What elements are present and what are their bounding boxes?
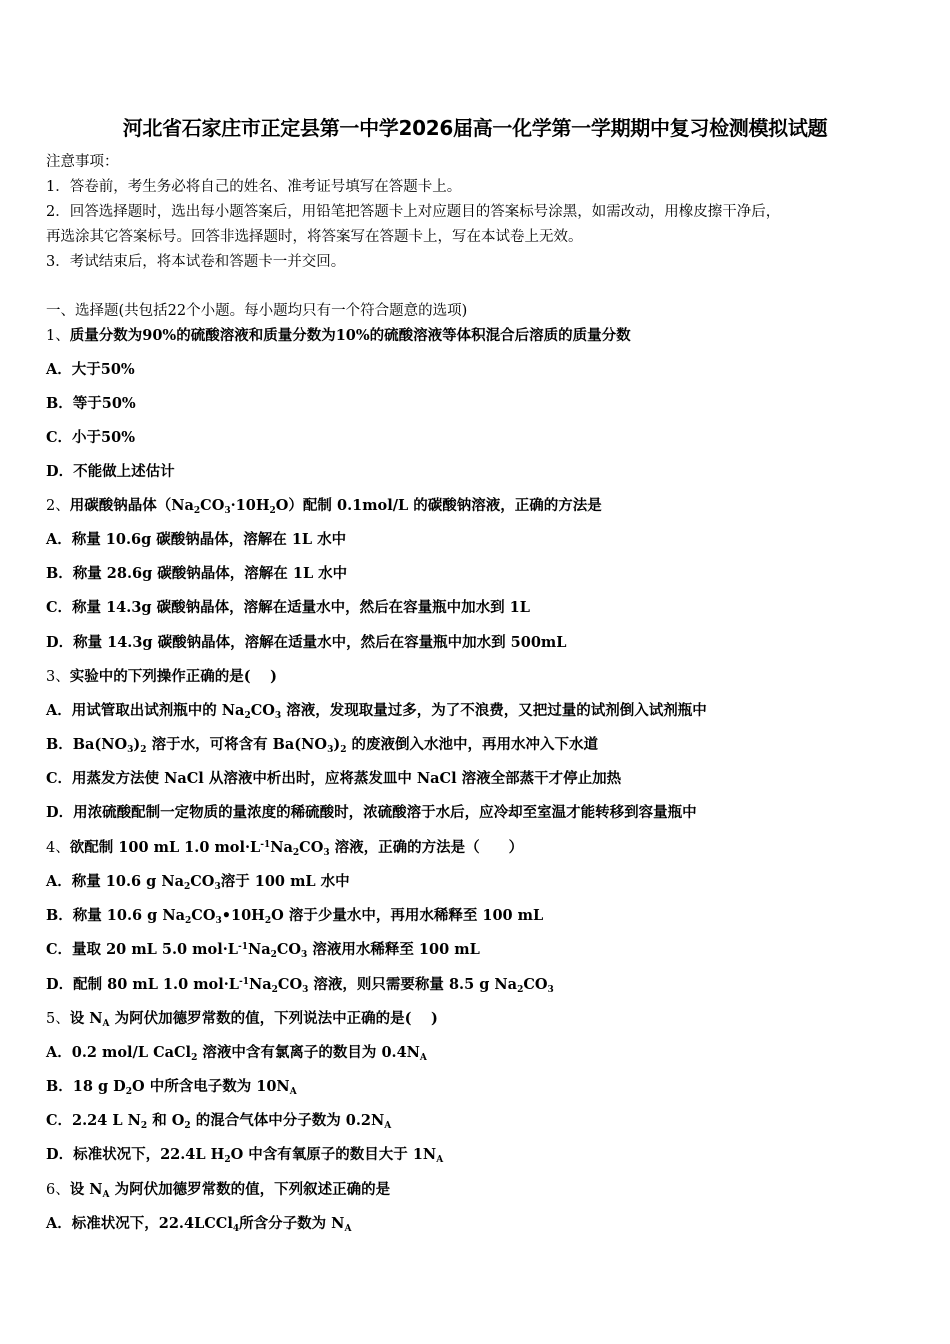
stem-text: 欲配制 100 mL 1.0 mol·L bbox=[69, 839, 261, 856]
option-text: D．配制 80 mL 1.0 mol·L bbox=[46, 976, 239, 993]
notice-item: 1．答卷前，考生务必将自己的姓名、准考证号填写在答题卡上。 bbox=[46, 179, 462, 195]
subscript: 2 bbox=[270, 950, 277, 960]
option-text: 溶于水，可将含有 Ba(NO bbox=[146, 736, 328, 753]
option-d: D．称量 14.3g 碳酸钠晶体，溶解在适量水中，然后在容量瓶中加水到 500mL bbox=[46, 634, 567, 651]
option-text: ) bbox=[133, 736, 141, 753]
question-number: 3、 bbox=[46, 669, 70, 685]
subscript: 2 bbox=[184, 882, 191, 892]
option-text: CO bbox=[191, 907, 216, 924]
subscript: 3 bbox=[224, 506, 231, 516]
option-text: 溶液中含有氯离子的数目为 0.4N bbox=[197, 1044, 420, 1061]
question-stem: 实验中的下列操作正确的是( ) bbox=[69, 668, 278, 685]
superscript: -1 bbox=[237, 942, 248, 952]
stem-text: 为阿伏加德罗常数的值，下列叙述正确的是 bbox=[109, 1181, 391, 1198]
subscript: 2 bbox=[271, 985, 278, 995]
subscript: 3 bbox=[327, 745, 334, 755]
option-text: Na bbox=[247, 941, 271, 958]
notice-item: 2．回答选择题时，选出每小题答案后，用铅笔把答题卡上对应题目的答案标号涂黑，如需改动，用橡皮擦干净后， bbox=[46, 204, 781, 220]
option-text: C．量取 20 mL 5.0 mol·L bbox=[46, 941, 238, 958]
question-5 bbox=[46, 1009, 438, 1029]
option-text: Na bbox=[248, 976, 272, 993]
document-title: 河北省石家庄市正定县第一中学2026届高一化学第一学期期中复习检测模拟试题 bbox=[122, 116, 828, 140]
option-b bbox=[46, 906, 543, 926]
subscript: A bbox=[102, 1019, 110, 1029]
option-d bbox=[46, 975, 554, 995]
option-text: 溶液用水稀释至 100 mL bbox=[307, 941, 480, 958]
subscript: 3 bbox=[127, 745, 134, 755]
option-text: CO bbox=[276, 941, 302, 958]
option-text: A．0.2 mol/L CaCl bbox=[46, 1044, 192, 1061]
option-a: A．大于50% bbox=[46, 361, 135, 378]
subscript: 3 bbox=[301, 950, 308, 960]
stem-text: CO bbox=[200, 497, 225, 514]
option-text: 的混合气体中分子数为 0.2N bbox=[190, 1112, 385, 1129]
option-text: 溶液，发现取量过多，为了不浪费，又把过量的试剂倒入试剂瓶中 bbox=[281, 702, 707, 719]
subscript: A bbox=[102, 1190, 110, 1200]
option-c bbox=[46, 940, 480, 960]
option-text: D．标准状况下，22.4L H bbox=[46, 1146, 225, 1163]
subscript: 2 bbox=[517, 985, 524, 995]
subscript: 2 bbox=[264, 916, 272, 926]
notice-heading: 注意事项： bbox=[46, 154, 119, 170]
option-text: A．标准状况下，22.4LCCl bbox=[46, 1215, 233, 1232]
question-2 bbox=[46, 496, 602, 516]
superscript: -1 bbox=[238, 977, 249, 987]
option-text: CO bbox=[190, 873, 215, 890]
question-6 bbox=[46, 1180, 390, 1200]
subscript: 2 bbox=[340, 745, 347, 755]
subscript: 2 bbox=[193, 506, 201, 516]
subscript: 4 bbox=[232, 1224, 240, 1234]
option-d: D．用浓硫酸配制一定物质的量浓度的稀硫酸时，浓硫酸溶于水后，应冷却至室温才能转移到容量瓶中 bbox=[46, 804, 697, 821]
subscript: A bbox=[384, 1121, 392, 1131]
option-text: O 溶于少量水中，再用水稀释至 100 mL bbox=[271, 907, 544, 924]
stem-text: 溶液，正确的方法是（ ） bbox=[329, 839, 524, 856]
superscript: -1 bbox=[260, 840, 271, 850]
option-a bbox=[46, 701, 707, 721]
option-text: O 中所含电子数为 10N bbox=[132, 1078, 290, 1095]
question-number: 1、 bbox=[46, 328, 70, 344]
option-text: 溶液，则只需要称量 8.5 g Na bbox=[308, 976, 518, 993]
option-c bbox=[46, 1111, 391, 1131]
option-text: 的废液倒入水池中，再用水冲入下水道 bbox=[346, 736, 599, 753]
option-b bbox=[46, 1077, 297, 1097]
subscript: 3 bbox=[215, 916, 222, 926]
subscript: 3 bbox=[274, 711, 282, 721]
subscript: 2 bbox=[224, 1155, 231, 1165]
question-3 bbox=[46, 667, 277, 687]
subscript: A bbox=[344, 1224, 352, 1234]
option-text: 所含分子数为 N bbox=[239, 1215, 345, 1232]
option-c: C．用蒸发方法使 NaCl 从溶液中析出时，应将蒸发皿中 NaCl 溶液全部蒸干才停止加热 bbox=[46, 770, 622, 787]
option-text: CO bbox=[250, 702, 275, 719]
subscript: 3 bbox=[323, 848, 330, 858]
stem-text: Na bbox=[270, 839, 293, 856]
question-stem: 质量分数为90%的硫酸溶液和质量分数为10%的硫酸溶液等体积混合后溶质的质量分数 bbox=[69, 327, 631, 344]
subscript: 2 bbox=[184, 1121, 191, 1131]
stem-text: 设 N bbox=[69, 1181, 103, 1198]
option-text: B．18 g D bbox=[46, 1078, 126, 1095]
option-c: C．称量 14.3g 碳酸钠晶体，溶解在适量水中，然后在容量瓶中加水到 1L bbox=[46, 599, 530, 616]
option-text: B．称量 10.6 g Na bbox=[46, 907, 186, 924]
subscript: A bbox=[289, 1087, 297, 1097]
subscript: 2 bbox=[269, 506, 276, 516]
notice-item: 再选涂其它答案标号。回答非选择题时，将答案写在答题卡上，写在本试卷上无效。 bbox=[46, 229, 583, 245]
stem-text: 用碳酸钠晶体（Na bbox=[69, 497, 194, 514]
option-a bbox=[46, 1043, 427, 1063]
stem-text: O）配制 0.1mol/L 的碳酸钠溶液，正确的方法是 bbox=[275, 497, 602, 514]
question-number: 6、 bbox=[46, 1182, 70, 1198]
subscript: 2 bbox=[244, 711, 251, 721]
subscript: 2 bbox=[191, 1053, 198, 1063]
option-a: A．称量 10.6g 碳酸钠晶体，溶解在 1L 水中 bbox=[46, 531, 347, 548]
option-text: A．用试管取出试剂瓶中的 Na bbox=[46, 702, 245, 719]
option-c: C．小于50% bbox=[46, 429, 135, 446]
option-a bbox=[46, 872, 350, 892]
stem-text: CO bbox=[299, 839, 324, 856]
subscript: 3 bbox=[302, 985, 309, 995]
option-d: D．不能做上述估计 bbox=[46, 463, 175, 480]
subscript: 3 bbox=[547, 985, 554, 995]
option-text: •10H bbox=[221, 907, 265, 924]
question-number: 2、 bbox=[46, 498, 70, 514]
question-1 bbox=[46, 326, 631, 346]
stem-text: ·10H bbox=[230, 497, 270, 514]
question-number: 4、 bbox=[46, 840, 70, 856]
option-text: 溶于 100 mL 水中 bbox=[220, 873, 350, 890]
subscript: 2 bbox=[140, 1121, 148, 1131]
option-text: 和 O bbox=[147, 1112, 185, 1129]
option-text: CO bbox=[523, 976, 548, 993]
notice-item: 3．考试结束后，将本试卷和答题卡一并交回。 bbox=[46, 254, 346, 270]
option-b: B．称量 28.6g 碳酸钠晶体，溶解在 1L 水中 bbox=[46, 565, 348, 582]
subscript: 2 bbox=[125, 1087, 133, 1097]
question-4 bbox=[46, 838, 523, 858]
option-text: A．称量 10.6 g Na bbox=[46, 873, 184, 890]
subscript: 2 bbox=[292, 848, 300, 858]
question-number: 5、 bbox=[46, 1011, 70, 1027]
subscript: A bbox=[436, 1155, 444, 1165]
subscript: 2 bbox=[185, 916, 192, 926]
stem-text: 设 N bbox=[69, 1010, 103, 1027]
option-text: O 中含有氧原子的数目大于 1N bbox=[230, 1146, 437, 1163]
subscript: 3 bbox=[214, 882, 221, 892]
option-text: B．Ba(NO bbox=[46, 736, 128, 753]
subscript: 2 bbox=[140, 745, 147, 755]
option-b: B．等于50% bbox=[46, 395, 136, 412]
section-heading: 一、选择题(共包括22个小题。每小题均只有一个符合题意的选项) bbox=[46, 303, 468, 319]
option-d bbox=[46, 1145, 443, 1165]
option-text: C．2.24 L N bbox=[46, 1112, 141, 1129]
option-a bbox=[46, 1214, 351, 1234]
stem-text: 为阿伏加德罗常数的值，下列说法中正确的是( ) bbox=[109, 1010, 438, 1027]
option-text: ) bbox=[333, 736, 341, 753]
option-text: CO bbox=[277, 976, 303, 993]
option-b bbox=[46, 735, 598, 755]
subscript: A bbox=[419, 1053, 427, 1063]
